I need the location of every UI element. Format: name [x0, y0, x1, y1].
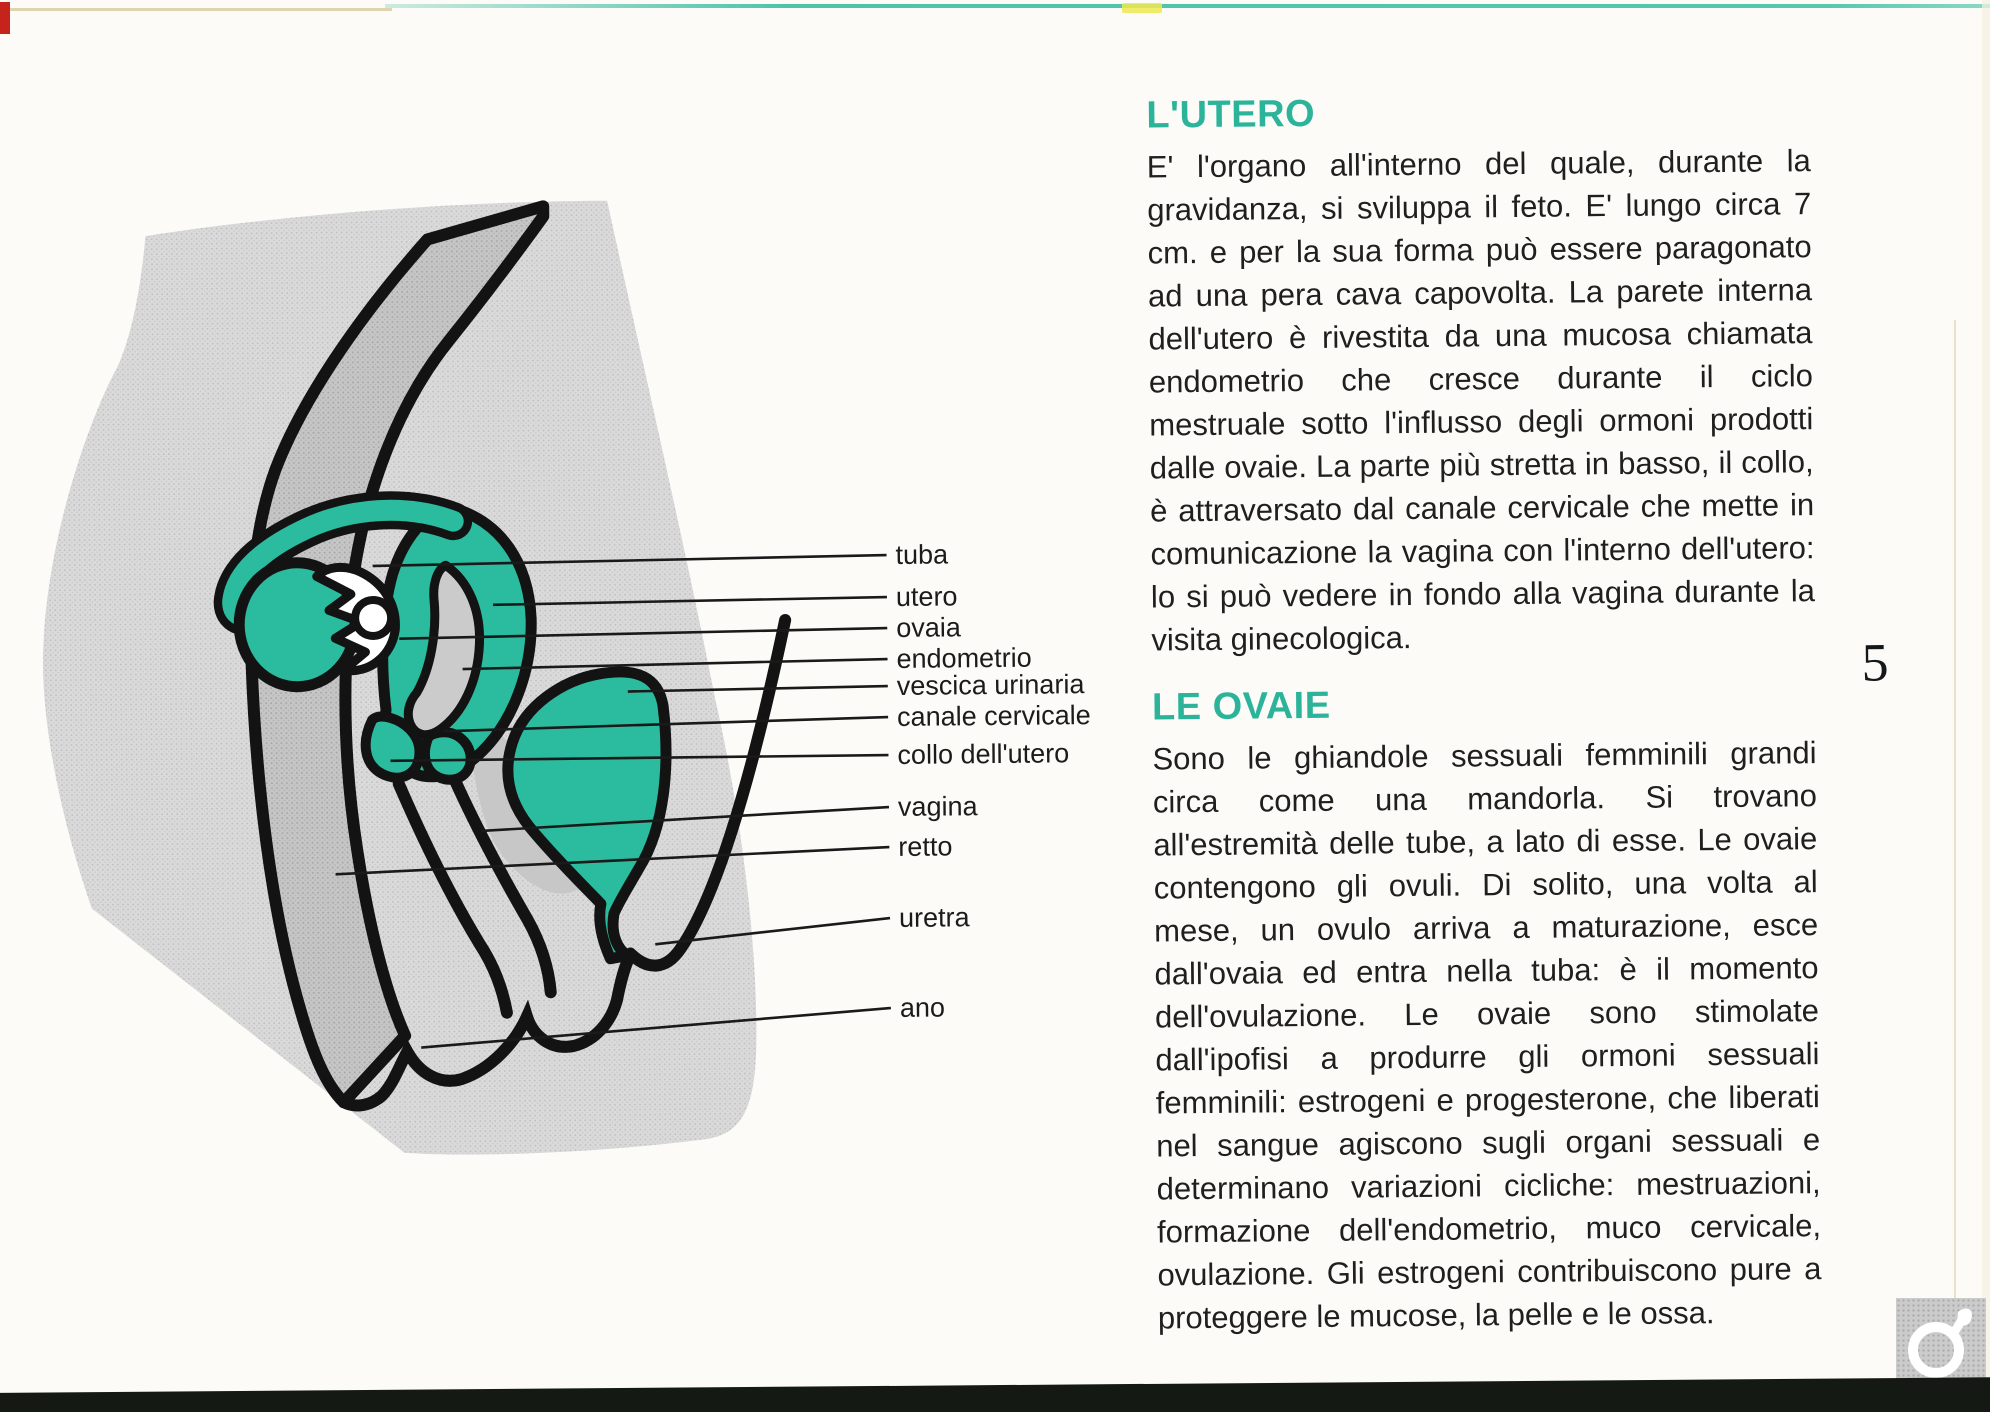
section-heading-ovaie: LE OVAIE — [1151, 684, 1331, 729]
cervix-lobe — [365, 716, 419, 778]
section-ovaie — [1152, 680, 1822, 1339]
section-body-ovaie: Sono le ghiandole sessuali femminili grandi circa come una mandorla. Si trovano all'estremità delle tube, a lato di esse. Le ovaie contengono gli ovuli. Di solito, una volta al mese, un ovulo arriva a maturazione, esce dall'ovaia ed entra nella tuba: è il momento dell'ovulazione. Le ovaie sono stimolate dall'ipofisi a produrre gli ormoni sessuali femminili: estrogeni e progesterone, che liberati nel sangue agiscono sugli organi sessuali e determinano variazioni cicliche: mestruazioni, formazione dell'endometrio, muco cervicale, ovulazione. Gli estrogeni contribuiscono pure a proteggere le mucose, la pelle e le ossa. — [1152, 735, 1822, 1336]
top-edge-beige-line — [0, 8, 392, 11]
right-page-edge-line — [1954, 320, 1956, 1320]
top-edge-yellow-mark — [1122, 3, 1162, 13]
diagram-label-ano: ano — [899, 992, 946, 1023]
section-utero — [1146, 88, 1815, 661]
diagram-label-utero: utero — [895, 581, 958, 612]
diagram-label-vescica-urinaria: vescica urinaria — [896, 669, 1085, 701]
diagram-label-tuba: tuba — [895, 539, 949, 570]
diagram-label-uretra: uretra — [898, 902, 970, 933]
right-edge-strip — [1982, 0, 1990, 1412]
cervix-lobe — [425, 732, 471, 780]
diagram-label-ovaia: ovaia — [896, 612, 961, 643]
section-heading-utero: L'UTERO — [1146, 92, 1316, 137]
ovum — [355, 600, 391, 636]
diagram-label-retto: retto — [898, 831, 953, 862]
section-body-utero: E' l'organo all'interno del quale, durante la gravidanza, si sviluppa il feto. E' lungo circa 7 cm. e per la sua forma può essere paragonato ad una pera cava capovolta. La parete interna dell'utero è rivestita da una mucosa chiamata endometrio che cresce durante il ciclo mestruale sotto l'influsso degli ormoni prodotti dalle ovaie. La parte più stretta in basso, il collo, è attraversato dal canale cervicale che mette in comunicazione la vagina con l'interno dell'utero: lo si può vedere in fondo alla vagina durante la visita ginecologica. — [1146, 143, 1816, 658]
diagram-label-canale-cervicale: canale cervicale — [896, 700, 1091, 732]
gender-symbol-icon — [1896, 1298, 1986, 1386]
page-number: 5 — [1861, 632, 1889, 693]
top-edge-teal-line — [385, 4, 1990, 8]
diagram-label-endometrio: endometrio — [896, 642, 1032, 674]
corner-symbol-box — [1896, 1298, 1986, 1386]
left-edge-red-mark — [0, 2, 10, 34]
diagram-label-collo-dellutero: collo dell'utero — [897, 738, 1070, 770]
diagram-label-vagina: vagina — [897, 791, 978, 822]
